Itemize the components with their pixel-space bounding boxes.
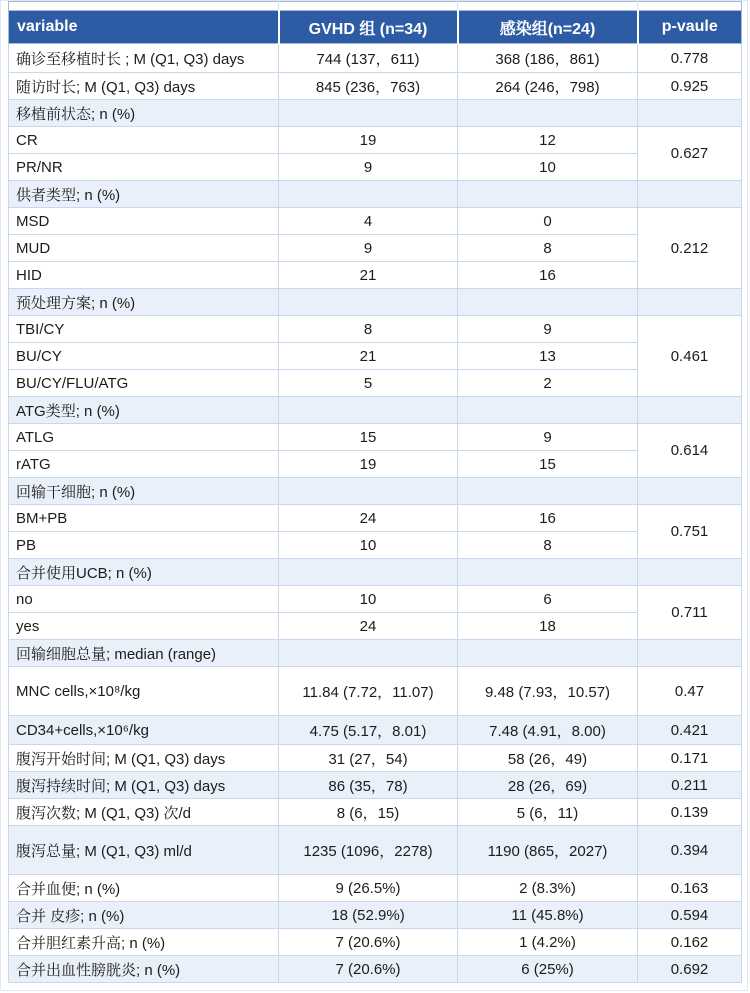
variable-cell: MNC cells,×10⁸/kg <box>9 667 279 716</box>
variable-cell: 腹泻次数; M (Q1, Q3) 次/d <box>9 799 279 826</box>
variable-cell: CD34+cells,×10⁶/kg <box>9 716 279 745</box>
table-row <box>9 316 742 343</box>
variable-cell: HID <box>9 262 279 289</box>
section-row <box>9 559 742 586</box>
infection-value-cell: 10 <box>458 154 638 181</box>
p-value-cell-merged: 0.461 <box>638 316 742 397</box>
spacer-row <box>9 2 742 11</box>
empty-cell <box>279 559 458 586</box>
empty-cell <box>458 478 638 505</box>
table-row <box>9 586 742 613</box>
table-row <box>9 262 742 289</box>
p-value-cell: 0.211 <box>638 772 742 799</box>
gvhd-value-cell: 11.84 (7.72，11.07) <box>279 667 458 716</box>
empty-cell <box>638 478 742 505</box>
empty-cell <box>279 640 458 667</box>
column-header-p-value: p-vaule <box>638 11 742 44</box>
infection-value-cell: 13 <box>458 343 638 370</box>
empty-cell <box>458 559 638 586</box>
p-value-cell: 0.421 <box>638 716 742 745</box>
variable-cell: no <box>9 586 279 613</box>
gvhd-value-cell: 9 <box>279 154 458 181</box>
p-value-cell: 0.162 <box>638 929 742 956</box>
empty-cell <box>279 100 458 127</box>
gvhd-value-cell: 24 <box>279 613 458 640</box>
variable-cell: rATG <box>9 451 279 478</box>
section-label-cell: 供者类型; n (%) <box>9 181 279 208</box>
table-row <box>9 667 742 716</box>
gvhd-value-cell: 9 <box>279 235 458 262</box>
infection-value-cell: 9 <box>458 424 638 451</box>
variable-cell: ATLG <box>9 424 279 451</box>
infection-value-cell: 18 <box>458 613 638 640</box>
infection-value-cell: 264 (246，798) <box>458 73 638 100</box>
infection-value-cell: 6 (25%) <box>458 956 638 983</box>
variable-cell: 腹泻持续时间; M (Q1, Q3) days <box>9 772 279 799</box>
infection-value-cell: 58 (26，49) <box>458 745 638 772</box>
gvhd-value-cell: 15 <box>279 424 458 451</box>
table-row <box>9 956 742 983</box>
section-row <box>9 289 742 316</box>
p-value-cell: 0.778 <box>638 44 742 73</box>
variable-cell: CR <box>9 127 279 154</box>
section-row <box>9 640 742 667</box>
infection-value-cell: 2 (8.3%) <box>458 875 638 902</box>
empty-cell <box>458 289 638 316</box>
infection-value-cell: 5 (6，11) <box>458 799 638 826</box>
p-value-cell: 0.47 <box>638 667 742 716</box>
empty-cell <box>638 289 742 316</box>
variable-cell: BU/CY/FLU/ATG <box>9 370 279 397</box>
gvhd-value-cell: 1235 (1096，2278) <box>279 826 458 875</box>
gvhd-value-cell: 7 (20.6%) <box>279 929 458 956</box>
infection-value-cell: 8 <box>458 235 638 262</box>
variable-cell: 合并 皮疹; n (%) <box>9 902 279 929</box>
empty-cell <box>458 100 638 127</box>
section-row <box>9 478 742 505</box>
table-row <box>9 208 742 235</box>
infection-value-cell: 368 (186，861) <box>458 44 638 73</box>
table-row <box>9 424 742 451</box>
infection-value-cell: 6 <box>458 586 638 613</box>
table-row <box>9 44 742 73</box>
empty-cell <box>638 100 742 127</box>
gvhd-value-cell: 19 <box>279 127 458 154</box>
variable-cell: BU/CY <box>9 343 279 370</box>
empty-cell <box>638 181 742 208</box>
p-value-cell: 0.925 <box>638 73 742 100</box>
gvhd-value-cell: 86 (35，78) <box>279 772 458 799</box>
variable-cell: MUD <box>9 235 279 262</box>
p-value-cell-merged: 0.627 <box>638 127 742 181</box>
infection-value-cell: 9.48 (7.93，10.57) <box>458 667 638 716</box>
gvhd-value-cell: 31 (27，54) <box>279 745 458 772</box>
infection-value-cell: 12 <box>458 127 638 154</box>
gvhd-value-cell: 8 (6，15) <box>279 799 458 826</box>
infection-value-cell: 0 <box>458 208 638 235</box>
section-row <box>9 397 742 424</box>
p-value-cell-merged: 0.212 <box>638 208 742 289</box>
p-value-cell-merged: 0.614 <box>638 424 742 478</box>
empty-cell <box>279 289 458 316</box>
variable-cell: PB <box>9 532 279 559</box>
section-label-cell: 回输细胞总量; median (range) <box>9 640 279 667</box>
variable-cell: MSD <box>9 208 279 235</box>
variable-cell: 合并出血性膀胱炎; n (%) <box>9 956 279 983</box>
gvhd-value-cell: 18 (52.9%) <box>279 902 458 929</box>
table-row <box>9 875 742 902</box>
baseline-characteristics-table <box>8 1 742 983</box>
gvhd-value-cell: 21 <box>279 343 458 370</box>
p-value-cell: 0.171 <box>638 745 742 772</box>
empty-cell <box>279 181 458 208</box>
column-header-infection-group: 感染组(n=24) <box>458 11 638 44</box>
infection-value-cell: 15 <box>458 451 638 478</box>
empty-cell <box>279 478 458 505</box>
variable-cell: 随访时长; M (Q1, Q3) days <box>9 73 279 100</box>
variable-cell: 合并胆红素升高; n (%) <box>9 929 279 956</box>
variable-cell: BM+PB <box>9 505 279 532</box>
infection-value-cell: 16 <box>458 505 638 532</box>
section-label-cell: 回输干细胞; n (%) <box>9 478 279 505</box>
table-row <box>9 451 742 478</box>
empty-cell <box>458 640 638 667</box>
column-header-variable: variable <box>9 11 279 44</box>
table-row <box>9 343 742 370</box>
header-row <box>9 11 742 44</box>
spacer-cell <box>279 2 458 11</box>
p-value-cell: 0.139 <box>638 799 742 826</box>
infection-value-cell: 7.48 (4.91，8.00) <box>458 716 638 745</box>
section-label-cell: 移植前状态; n (%) <box>9 100 279 127</box>
gvhd-value-cell: 19 <box>279 451 458 478</box>
table-row <box>9 902 742 929</box>
empty-cell <box>458 181 638 208</box>
infection-value-cell: 9 <box>458 316 638 343</box>
empty-cell <box>638 640 742 667</box>
gvhd-value-cell: 24 <box>279 505 458 532</box>
gvhd-value-cell: 10 <box>279 532 458 559</box>
empty-cell <box>279 397 458 424</box>
infection-value-cell: 1 (4.2%) <box>458 929 638 956</box>
spacer-cell <box>9 2 279 11</box>
table-row <box>9 613 742 640</box>
section-row <box>9 100 742 127</box>
variable-cell: 确诊至移植时长 ; M (Q1, Q3) days <box>9 44 279 73</box>
table-row <box>9 716 742 745</box>
table-row <box>9 532 742 559</box>
p-value-cell: 0.594 <box>638 902 742 929</box>
table-header <box>9 2 742 44</box>
table-row <box>9 505 742 532</box>
table-row <box>9 799 742 826</box>
table-row <box>9 127 742 154</box>
variable-cell: 腹泻开始时间; M (Q1, Q3) days <box>9 745 279 772</box>
p-value-cell-merged: 0.751 <box>638 505 742 559</box>
spacer-cell <box>458 2 638 11</box>
infection-value-cell: 16 <box>458 262 638 289</box>
empty-cell <box>638 397 742 424</box>
gvhd-value-cell: 9 (26.5%) <box>279 875 458 902</box>
table-row <box>9 73 742 100</box>
table-row <box>9 370 742 397</box>
variable-cell: 合并血便; n (%) <box>9 875 279 902</box>
infection-value-cell: 2 <box>458 370 638 397</box>
gvhd-value-cell: 8 <box>279 316 458 343</box>
section-row <box>9 181 742 208</box>
section-label-cell: ATG类型; n (%) <box>9 397 279 424</box>
empty-cell <box>458 397 638 424</box>
gvhd-value-cell: 5 <box>279 370 458 397</box>
empty-cell <box>638 559 742 586</box>
gvhd-value-cell: 845 (236，763) <box>279 73 458 100</box>
infection-value-cell: 11 (45.8%) <box>458 902 638 929</box>
spacer-cell <box>638 2 742 11</box>
gvhd-value-cell: 7 (20.6%) <box>279 956 458 983</box>
infection-value-cell: 8 <box>458 532 638 559</box>
gvhd-value-cell: 10 <box>279 586 458 613</box>
p-value-cell: 0.163 <box>638 875 742 902</box>
gvhd-value-cell: 744 (137，611) <box>279 44 458 73</box>
p-value-cell-merged: 0.711 <box>638 586 742 640</box>
section-label-cell: 预处理方案; n (%) <box>9 289 279 316</box>
variable-cell: 腹泻总量; M (Q1, Q3) ml/d <box>9 826 279 875</box>
table-row <box>9 772 742 799</box>
p-value-cell: 0.394 <box>638 826 742 875</box>
column-header-gvhd-group: GVHD 组 (n=34) <box>279 11 458 44</box>
table-row <box>9 929 742 956</box>
section-label-cell: 合并使用UCB; n (%) <box>9 559 279 586</box>
gvhd-value-cell: 21 <box>279 262 458 289</box>
gvhd-value-cell: 4 <box>279 208 458 235</box>
infection-value-cell: 1190 (865，2027) <box>458 826 638 875</box>
table-row <box>9 745 742 772</box>
table-row <box>9 235 742 262</box>
gvhd-value-cell: 4.75 (5.17，8.01) <box>279 716 458 745</box>
variable-cell: yes <box>9 613 279 640</box>
infection-value-cell: 28 (26，69) <box>458 772 638 799</box>
p-value-cell: 0.692 <box>638 956 742 983</box>
table-row <box>9 826 742 875</box>
table-row <box>9 154 742 181</box>
variable-cell: PR/NR <box>9 154 279 181</box>
variable-cell: TBI/CY <box>9 316 279 343</box>
